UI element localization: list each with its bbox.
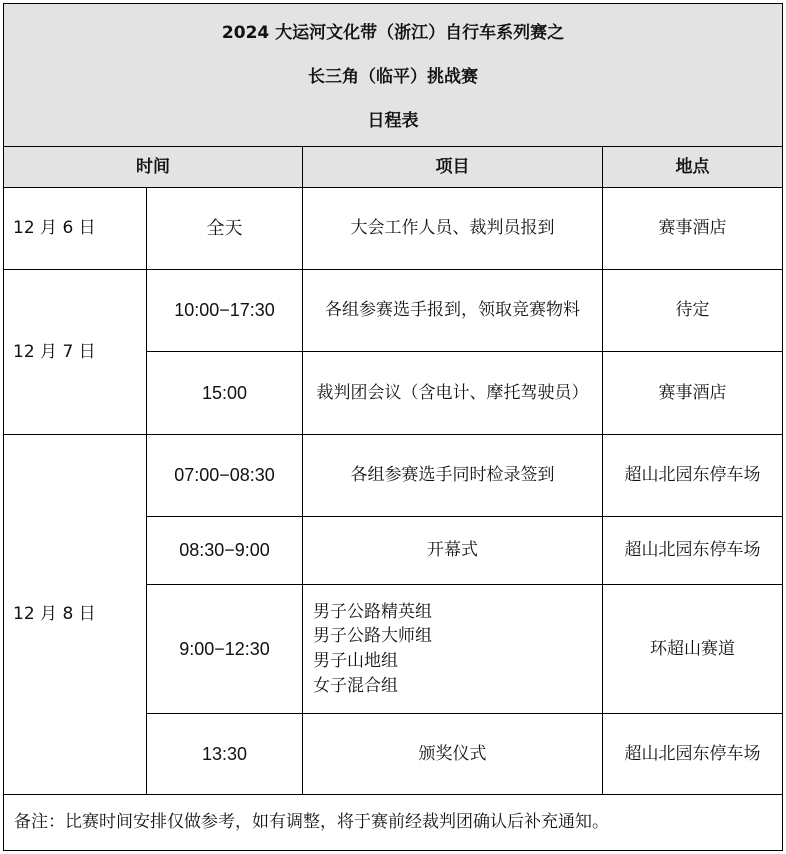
time-cell: 9:00−12:30: [147, 585, 303, 714]
time-cell: 15:00: [147, 352, 303, 435]
item-cell: 开幕式: [303, 517, 603, 585]
table-row: [4, 188, 783, 270]
list-item: 男子公路大师组: [313, 626, 432, 647]
schedule-table: [3, 3, 783, 851]
schedule-document: [3, 3, 782, 852]
title-row: [4, 4, 783, 147]
place-cell: 超山北园东停车场: [603, 714, 783, 795]
header-place: 地点: [603, 147, 783, 188]
item-list-cell: [303, 585, 603, 714]
place-cell: 环超山赛道: [603, 585, 783, 714]
header-time: 时间: [4, 147, 303, 188]
place-cell: 赛事酒店: [603, 352, 783, 435]
item-cell: 各组参赛选手同时检录签到: [303, 435, 603, 517]
item-cell: 颁奖仪式: [303, 714, 603, 795]
date-cell: 12 月 8 日: [4, 435, 147, 795]
table-row: [4, 435, 783, 517]
time-cell: 13:30: [147, 714, 303, 795]
place-cell: 待定: [603, 270, 783, 352]
header-row: [4, 147, 783, 188]
title-line-3: 日程表: [367, 111, 419, 131]
place-cell: 超山北园东停车场: [603, 435, 783, 517]
item-cell: 大会工作人员、裁判员报到: [303, 188, 603, 270]
title-block: [4, 4, 783, 147]
date-cell: 12 月 7 日: [4, 270, 147, 435]
place-cell: 超山北园东停车场: [603, 517, 783, 585]
list-item: 女子混合组: [313, 675, 398, 696]
item-cell: 各组参赛选手报到，领取竞赛物料: [303, 270, 603, 352]
item-cell: 裁判团会议（含电计、摩托驾驶员）: [303, 352, 603, 435]
time-cell: 10:00−17:30: [147, 270, 303, 352]
date-cell: 12 月 6 日: [4, 188, 147, 270]
table-row: [4, 270, 783, 352]
note-text: 备注：比赛时间安排仅做参考，如有调整，将于赛前经裁判团确认后补充通知。: [4, 795, 783, 851]
time-cell: 全天: [147, 188, 303, 270]
header-item: 项目: [303, 147, 603, 188]
note-row: [4, 795, 783, 851]
list-item: 男子公路精英组: [313, 601, 432, 622]
list-item: 男子山地组: [313, 651, 398, 671]
time-cell: 08:30−9:00: [147, 517, 303, 585]
title-line-1: 2024 大运河文化带（浙江）自行车系列赛之: [221, 23, 565, 43]
place-cell: 赛事酒店: [603, 188, 783, 270]
title-line-2: 长三角（临平）挑战赛: [308, 67, 479, 87]
time-cell: 07:00−08:30: [147, 435, 303, 517]
